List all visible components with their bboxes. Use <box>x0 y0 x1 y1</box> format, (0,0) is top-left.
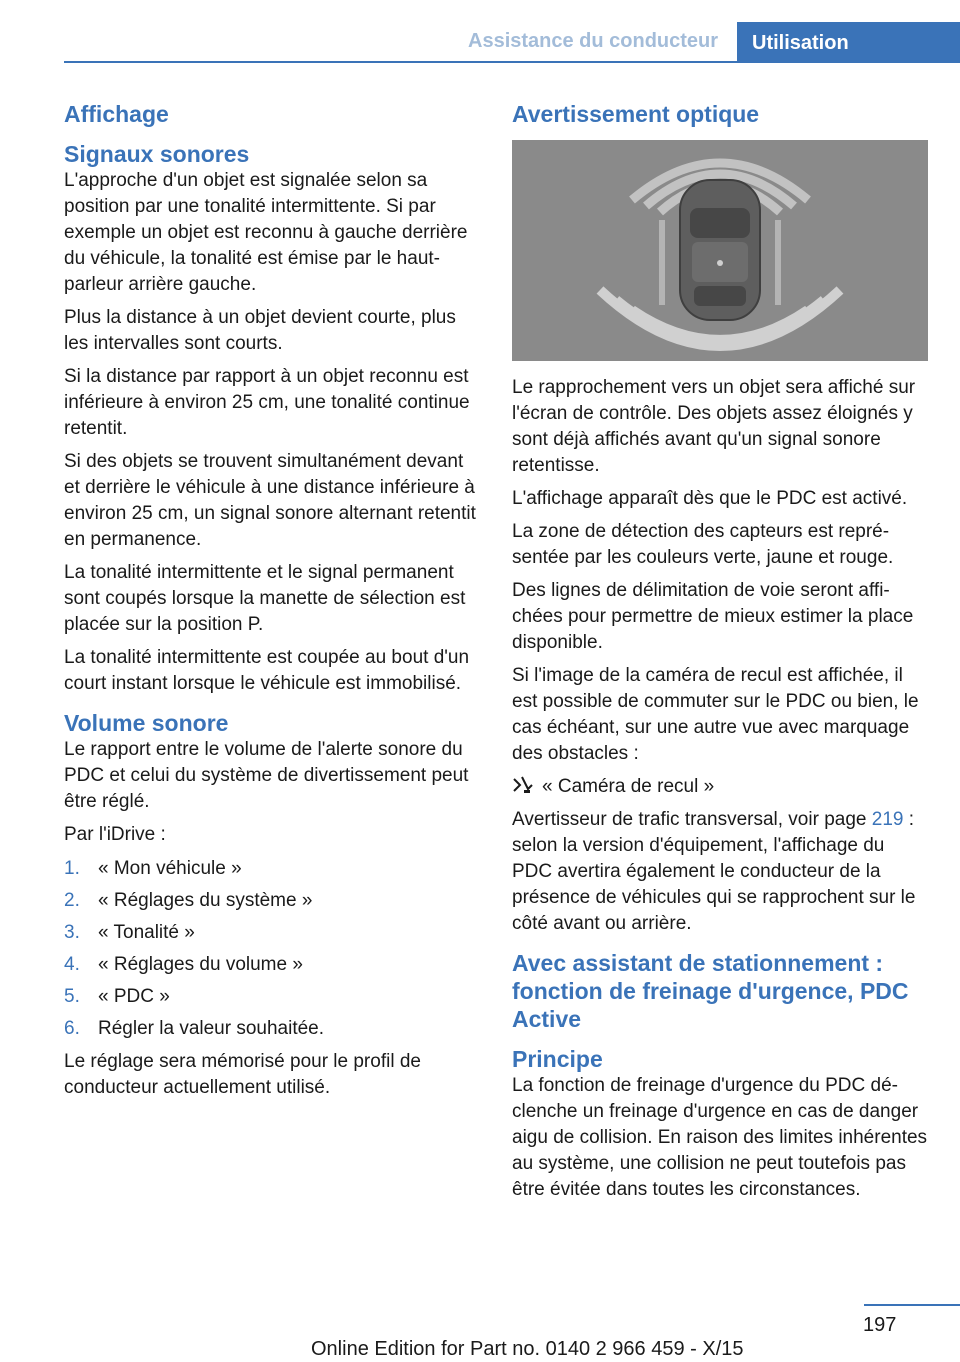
step-text: Régler la valeur souhaitée. <box>98 1018 325 1039</box>
step-text: « Réglages du volume » <box>98 954 303 975</box>
pdc-display-figure <box>512 140 928 361</box>
step-number: 1. <box>64 858 80 879</box>
paragraph: Le réglage sera mémorisé pour le profil de conducteur actuellement utilisé. <box>64 1051 421 1098</box>
camera-label: « Caméra de recul » <box>542 776 715 797</box>
list-item <box>64 1016 478 1042</box>
paragraph: Par l'iDrive : <box>64 824 166 845</box>
steps-list <box>64 856 478 1042</box>
list-item <box>64 920 478 946</box>
paragraph: Des lignes de délimitation de voie seront affichées pour permettre de mieux estimer la place disponible. <box>512 580 914 653</box>
step-number: 6. <box>64 1018 80 1039</box>
paragraph: L'affichage apparaît dès que le PDC est activé. <box>512 488 908 509</box>
list-item <box>64 952 478 978</box>
text-segment: : selon la version d'équipement, l'affichage du PDC avertira également le conducteur de la présence de véhicules qui se rapprochent sur le côté avant ou arrière. <box>512 809 916 934</box>
subheading-volume-sonore: Volume sonore <box>64 710 229 736</box>
step-number: 2. <box>64 890 80 911</box>
list-item <box>64 984 478 1010</box>
page-number: 197 <box>863 1314 897 1336</box>
page-reference-link[interactable]: 219 <box>871 809 904 830</box>
paragraph: Si des objets se trouvent simultanément devant et derrière le véhicule à une distance inférieure à environ 25 cm, un signal sonore alternant retentit en permanence. <box>64 451 476 550</box>
paragraph-cross-traffic <box>512 807 928 937</box>
section-heading-avertissement-optique: Avertissement optique <box>512 101 760 127</box>
edition-note: Online Edition for Part no. 0140 2 966 459 - X/15 <box>311 1338 744 1360</box>
footer-rule <box>864 1304 960 1306</box>
step-text: « Tonalité » <box>98 922 195 943</box>
paragraph: L'approche d'un objet est signalée selon sa position par une tonalité intermittente. Si par exemple un objet est reconnu à gauche derrière du véhicule, la tonalité est émise par le haut-parleur arrière gauche. <box>64 170 468 295</box>
page-header <box>0 0 960 62</box>
header-rule <box>64 61 960 63</box>
step-text: « Mon véhicule » <box>98 858 242 879</box>
step-number: 5. <box>64 986 80 1007</box>
list-item <box>64 888 478 914</box>
left-column <box>64 100 478 1108</box>
step-text: « PDC » <box>98 986 170 1007</box>
paragraph: La tonalité intermittente et le signal permanent sont coupés lorsque la manette de sélection est placée sur la position P. <box>64 562 466 635</box>
chapter-tab: Utilisation <box>737 22 960 62</box>
paragraph: La zone de détection des capteurs est représentée par les couleurs verte, jaune et rouge. <box>512 521 894 568</box>
step-text: « Réglages du système » <box>98 890 313 911</box>
list-item <box>64 856 478 882</box>
section-heading-pdc-active: Avec assistant de stationnement : fonction de freinage d'urgence, PDC Active <box>512 950 909 1032</box>
subheading-signaux-sonores: Signaux sonores <box>64 141 250 167</box>
paragraph: Si la distance par rapport à un objet reconnu est inférieure à environ 25 cm, une tonalité continue retentit. <box>64 366 470 439</box>
section-title: Assistance du conducteur <box>468 30 719 52</box>
subheading-principe: Principe <box>512 1046 603 1072</box>
paragraph: Plus la distance à un objet devient courte, plus les intervalles sont courts. <box>64 307 456 354</box>
step-number: 3. <box>64 922 80 943</box>
section-heading-affichage: Affichage <box>64 101 169 127</box>
paragraph: Le rapport entre le volume de l'alerte sonore du PDC et celui du système de divertissement peut être réglé. <box>64 739 469 812</box>
paragraph: Si l'image de la caméra de recul est affichée, il est possible de commuter sur le PDC ou bien, le cas échéant, sur une autre vue avec marquage des obstacles : <box>512 665 919 764</box>
text-segment: Avertisseur de trafic transversal, voir page <box>512 809 872 830</box>
parking-sensor-display-icon <box>512 140 928 361</box>
paragraph: Le rapprochement vers un objet sera affiché sur l'écran de contrôle. Des objets assez éloignés y sont déjà affichés avant qu'un signal sonore retentisse. <box>512 377 916 476</box>
paragraph: La tonalité intermittente est coupée au bout d'un court instant lorsque le véhicule est immobilisé. <box>64 647 470 694</box>
right-column <box>512 100 928 1210</box>
page-footer <box>0 1304 960 1362</box>
rear-camera-icon <box>512 775 534 795</box>
paragraph: La fonction de freinage d'urgence du PDC déclenche un freinage d'urgence en cas de danger aigu de collision. En raison des limites inhérentes au système, une collision ne peut toutefois pas être évitée dans toutes les circonstances. <box>512 1075 928 1200</box>
camera-option-line <box>512 774 928 800</box>
step-number: 4. <box>64 954 80 975</box>
